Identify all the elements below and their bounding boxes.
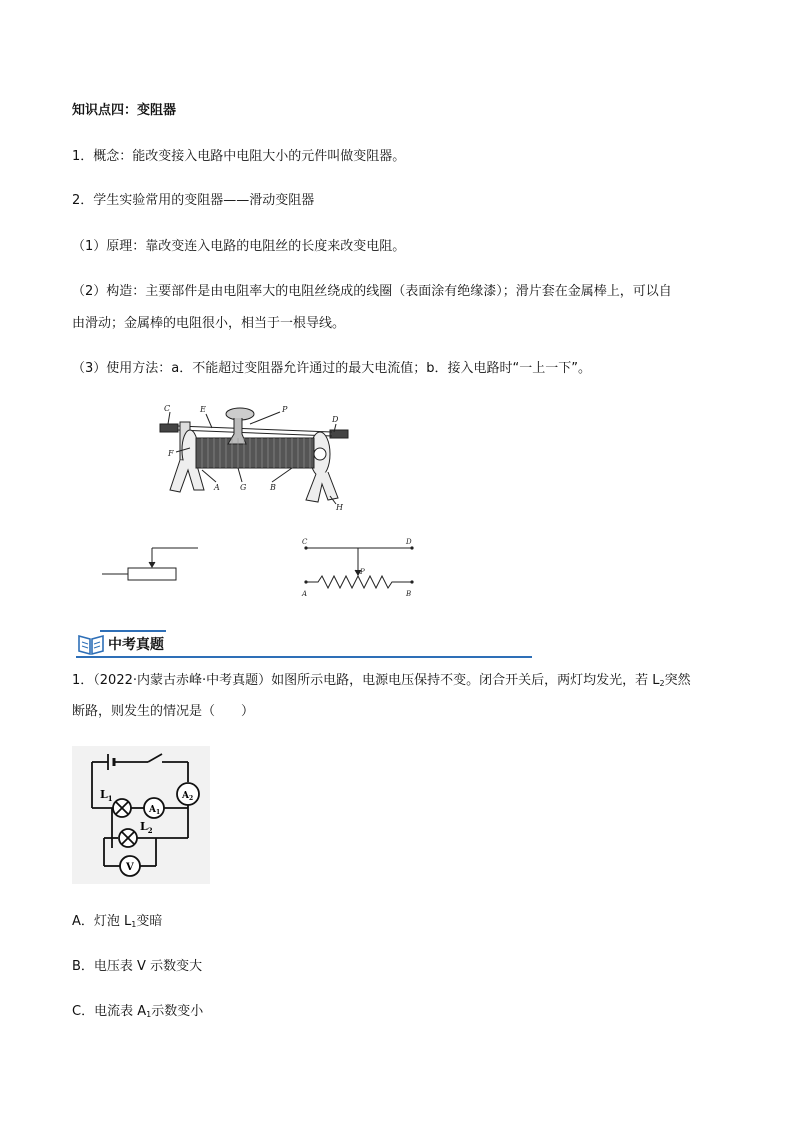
circuit-label-a1: $A_1$: [149, 805, 161, 816]
circuit-label-l2: $L_2$: [140, 820, 153, 835]
rheostat-label-b: B: [270, 483, 276, 492]
section-title: 知识点四：变阻器: [72, 103, 177, 118]
circuit-label-l1: $L_1$: [100, 788, 113, 803]
symbol-label-d: D: [406, 538, 412, 546]
structure-paragraph-line2: 由滑动；金属棒的电阻很小，相当于一根导线。: [72, 316, 346, 331]
student-rheostat-paragraph: 2．学生实验常用的变阻器——滑动变阻器: [72, 193, 315, 208]
rheostat-label-h: H: [336, 503, 343, 512]
sliding-rheostat-figure: [150, 400, 360, 512]
circuit-label-v: V: [126, 862, 134, 873]
option-b[interactable]: B．电压表 V 示数变大: [72, 959, 203, 974]
header-underline: [76, 656, 532, 658]
header-top-rule: [100, 630, 166, 632]
symbol-label-b: B: [406, 590, 412, 598]
question-circuit-figure: [72, 746, 210, 884]
principle-paragraph: （1）原理：靠改变连入电路的电阻丝的长度来改变电阻。: [72, 239, 406, 254]
rheostat-label-c: C: [164, 404, 171, 413]
structure-paragraph-line1: （2）构造：主要部件是由电阻率大的电阻丝绕成的线圈（表面涂有绝缘漆）；滑片套在金属棒上，可以自: [72, 284, 672, 299]
exam-section-header: 中考真题: [108, 637, 164, 653]
rheostat-label-d: D: [332, 415, 339, 424]
symbol-label-a: A: [302, 590, 308, 598]
rheostat-label-a: A: [214, 483, 220, 492]
terminal-c-screw: [160, 424, 178, 432]
question-line1: 1．（2022·内蒙古赤峰·中考真题）如图所示电路，电源电压保持不变。闭合开关后，两灯均发光，若 $L_2$突然: [72, 673, 691, 688]
option-a[interactable]: A．灯泡 $L_1$变暗: [72, 914, 163, 929]
rheostat-symbol: [100, 540, 210, 590]
question-line2: 断路，则发生的情况是（ ）: [72, 704, 255, 719]
rheostat-label-p: P: [282, 405, 288, 414]
terminal-d-screw: [330, 430, 348, 438]
rheostat-label-f: F: [168, 449, 174, 458]
usage-paragraph: （3）使用方法：a．不能超过变阻器允许通过的最大电流值；b．接入电路时“一上一下”。: [72, 361, 591, 376]
symbol-label-p: P: [360, 568, 365, 576]
rheostat-label-e: E: [200, 405, 206, 414]
rheostat-label-g: G: [240, 483, 247, 492]
concept-paragraph: 1．概念：能改变接入电路中电阻大小的元件叫做变阻器。: [72, 149, 406, 164]
book-icon: [76, 631, 106, 657]
option-c[interactable]: C．电流表 $A_1$示数变小: [72, 1004, 204, 1019]
circuit-label-a2: $A_2$: [182, 791, 194, 802]
symbol-label-c: C: [302, 538, 308, 546]
rheostat-circuit-symbol: [298, 536, 428, 602]
